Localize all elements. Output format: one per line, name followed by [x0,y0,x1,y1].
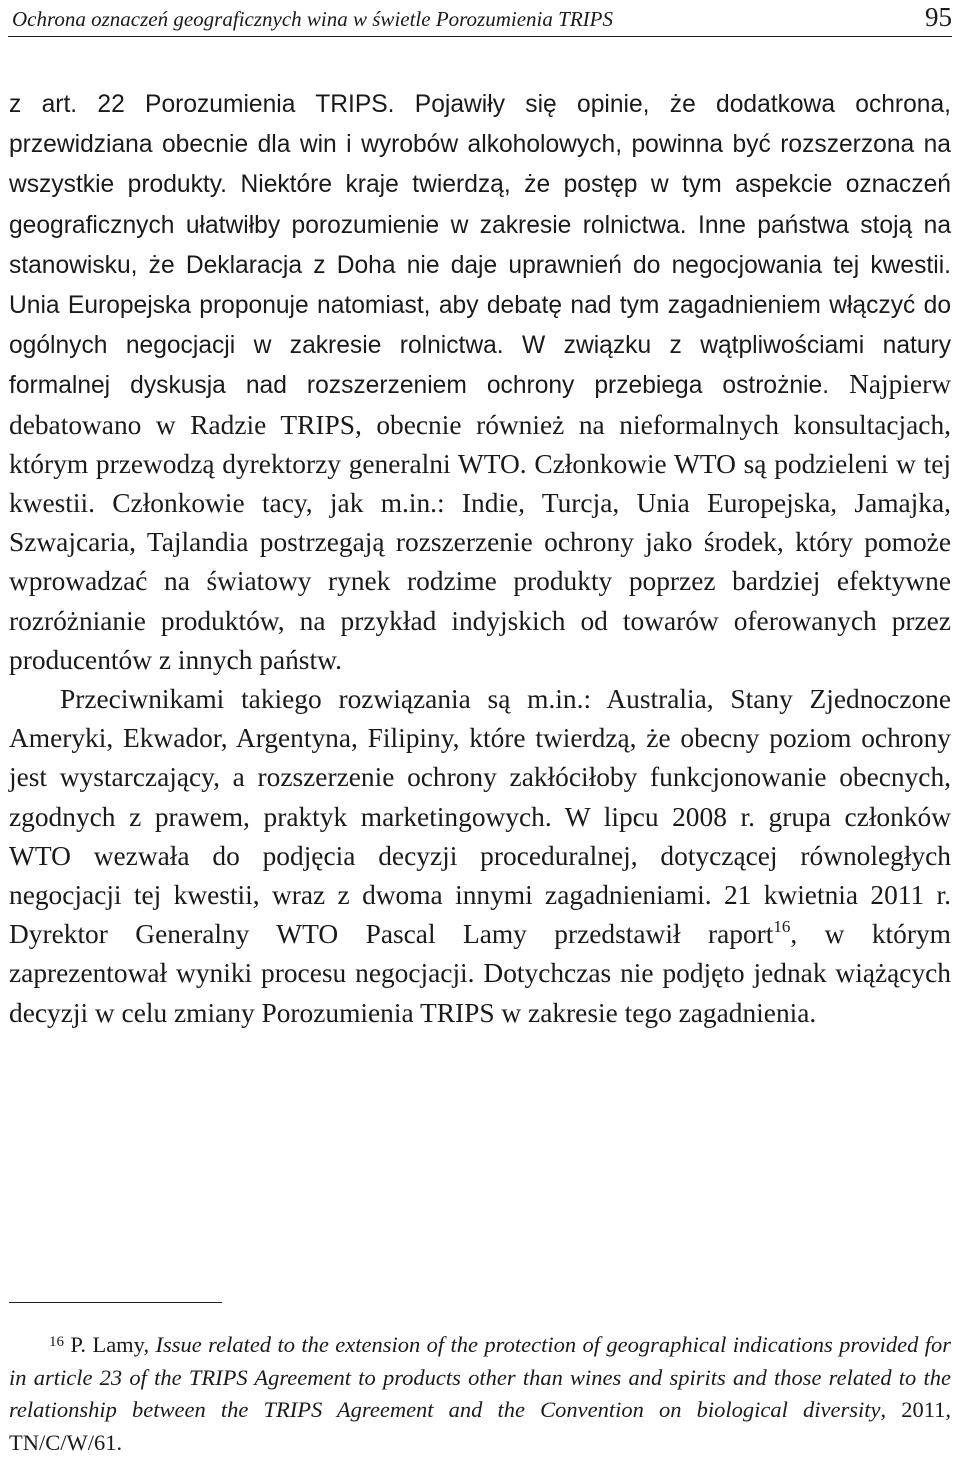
footnote-reference[interactable]: 16 [773,917,791,937]
footnote [9,1326,951,1459]
footnote-tail: , 2011, TN/C/W/61. [9,1397,952,1455]
body-text [9,84,951,1033]
running-header [8,2,952,37]
footnote-title: Issue related to the extension of the protection of geographical indications provided for in article 23 of the TRIPS Agreement to products other than wines and spirits and those related to the relationship between the TRIPS Agreement and the Convention on biological diversity [9,1332,951,1422]
footnote-number: 16 [49,1334,64,1350]
paragraph-1-serif-segment: Najpierw debatowano w Radzie TRIPS, obecnie również na nieformalnych konsultacjach, którym przewodzą dyrektorzy generalni WTO. Członkowie WTO są podzieleni w tej kwestii. Członkowie tacy, jak m.in.: Indie, Turcja, Unia Europejska, Jamajka, Szwajcaria, Tajlandia postrzegają rozszerzenie ochrony jako środek, który pomoże wprowadzać na światowy rynek rodzime produkty poprzez bardziej efektywne rozróżnianie produktów, na przykład indyjskich od towarów oferowanych przez producentów z innych państw. [9,369,951,675]
paragraph-2 [9,680,951,1033]
footnote-divider [9,1302,222,1303]
running-title: Ochrona oznaczeń geograficznych wina w świetle Porozumienia TRIPS [12,7,613,31]
paragraph-2-part-a: Przeciwnikami takiego rozwiązania są m.in.: Australia, Stany Zjednoczone Ameryki, Ekwador, Argentyna, Filipiny, które twierdzą, że obecny poziom ochrony jest wystarczający, a rozszerzenie ochrony zakłóciłoby funkcjonowanie obecnych, zgodnych z prawem, praktyk marketingowych. W lipcu 2008 r. grupa członków WTO wezwała do podjęcia decyzji proceduralnej, dotyczącej równoległych negocjacji tej kwestii, wraz z dwoma innymi zagadnieniami. 21 kwietnia 2011 r. Dyrektor Generalny WTO Pascal Lamy przedstawił raport [9,684,951,950]
paragraph-1-sans-segment: z art. 22 Porozumienia TRIPS. Pojawiły się opinie, że dodatkowa ochrona, przewidziana obecnie dla win i wyrobów alkoholowych, powinna być rozszerzona na wszystkie produkty. Niektóre kraje twierdzą, że postęp w tym aspekcie oznaczeń geograficznych ułatwiłby porozumienie w zakresie rolnictwa. Inne państwa stoją na stanowisku, że Deklaracja z Doha nie daje uprawnień do negocjowania tej kwestii. Unia Europejska proponuje natomiast, aby debatę nad tym zagadnieniem włączyć do ogólnych negocjacji w zakresie rolnictwa. W związku z wątpliwościami natury formalnej dyskusja nad rozszerzeniem ochrony przebiega ostrożnie. [9,91,951,400]
page-number: 95 [925,2,952,32]
paragraph-1 [9,84,951,680]
paragraph-2-part-b: , w którym zaprezentował wyniki procesu negocjacji. Dotychczas nie podjęto jednak wiążących decyzji w celu zmiany Porozumienia TRIPS w zakresie tego zagadnienia. [9,919,951,1028]
footnote-author: P. Lamy, [64,1332,156,1357]
